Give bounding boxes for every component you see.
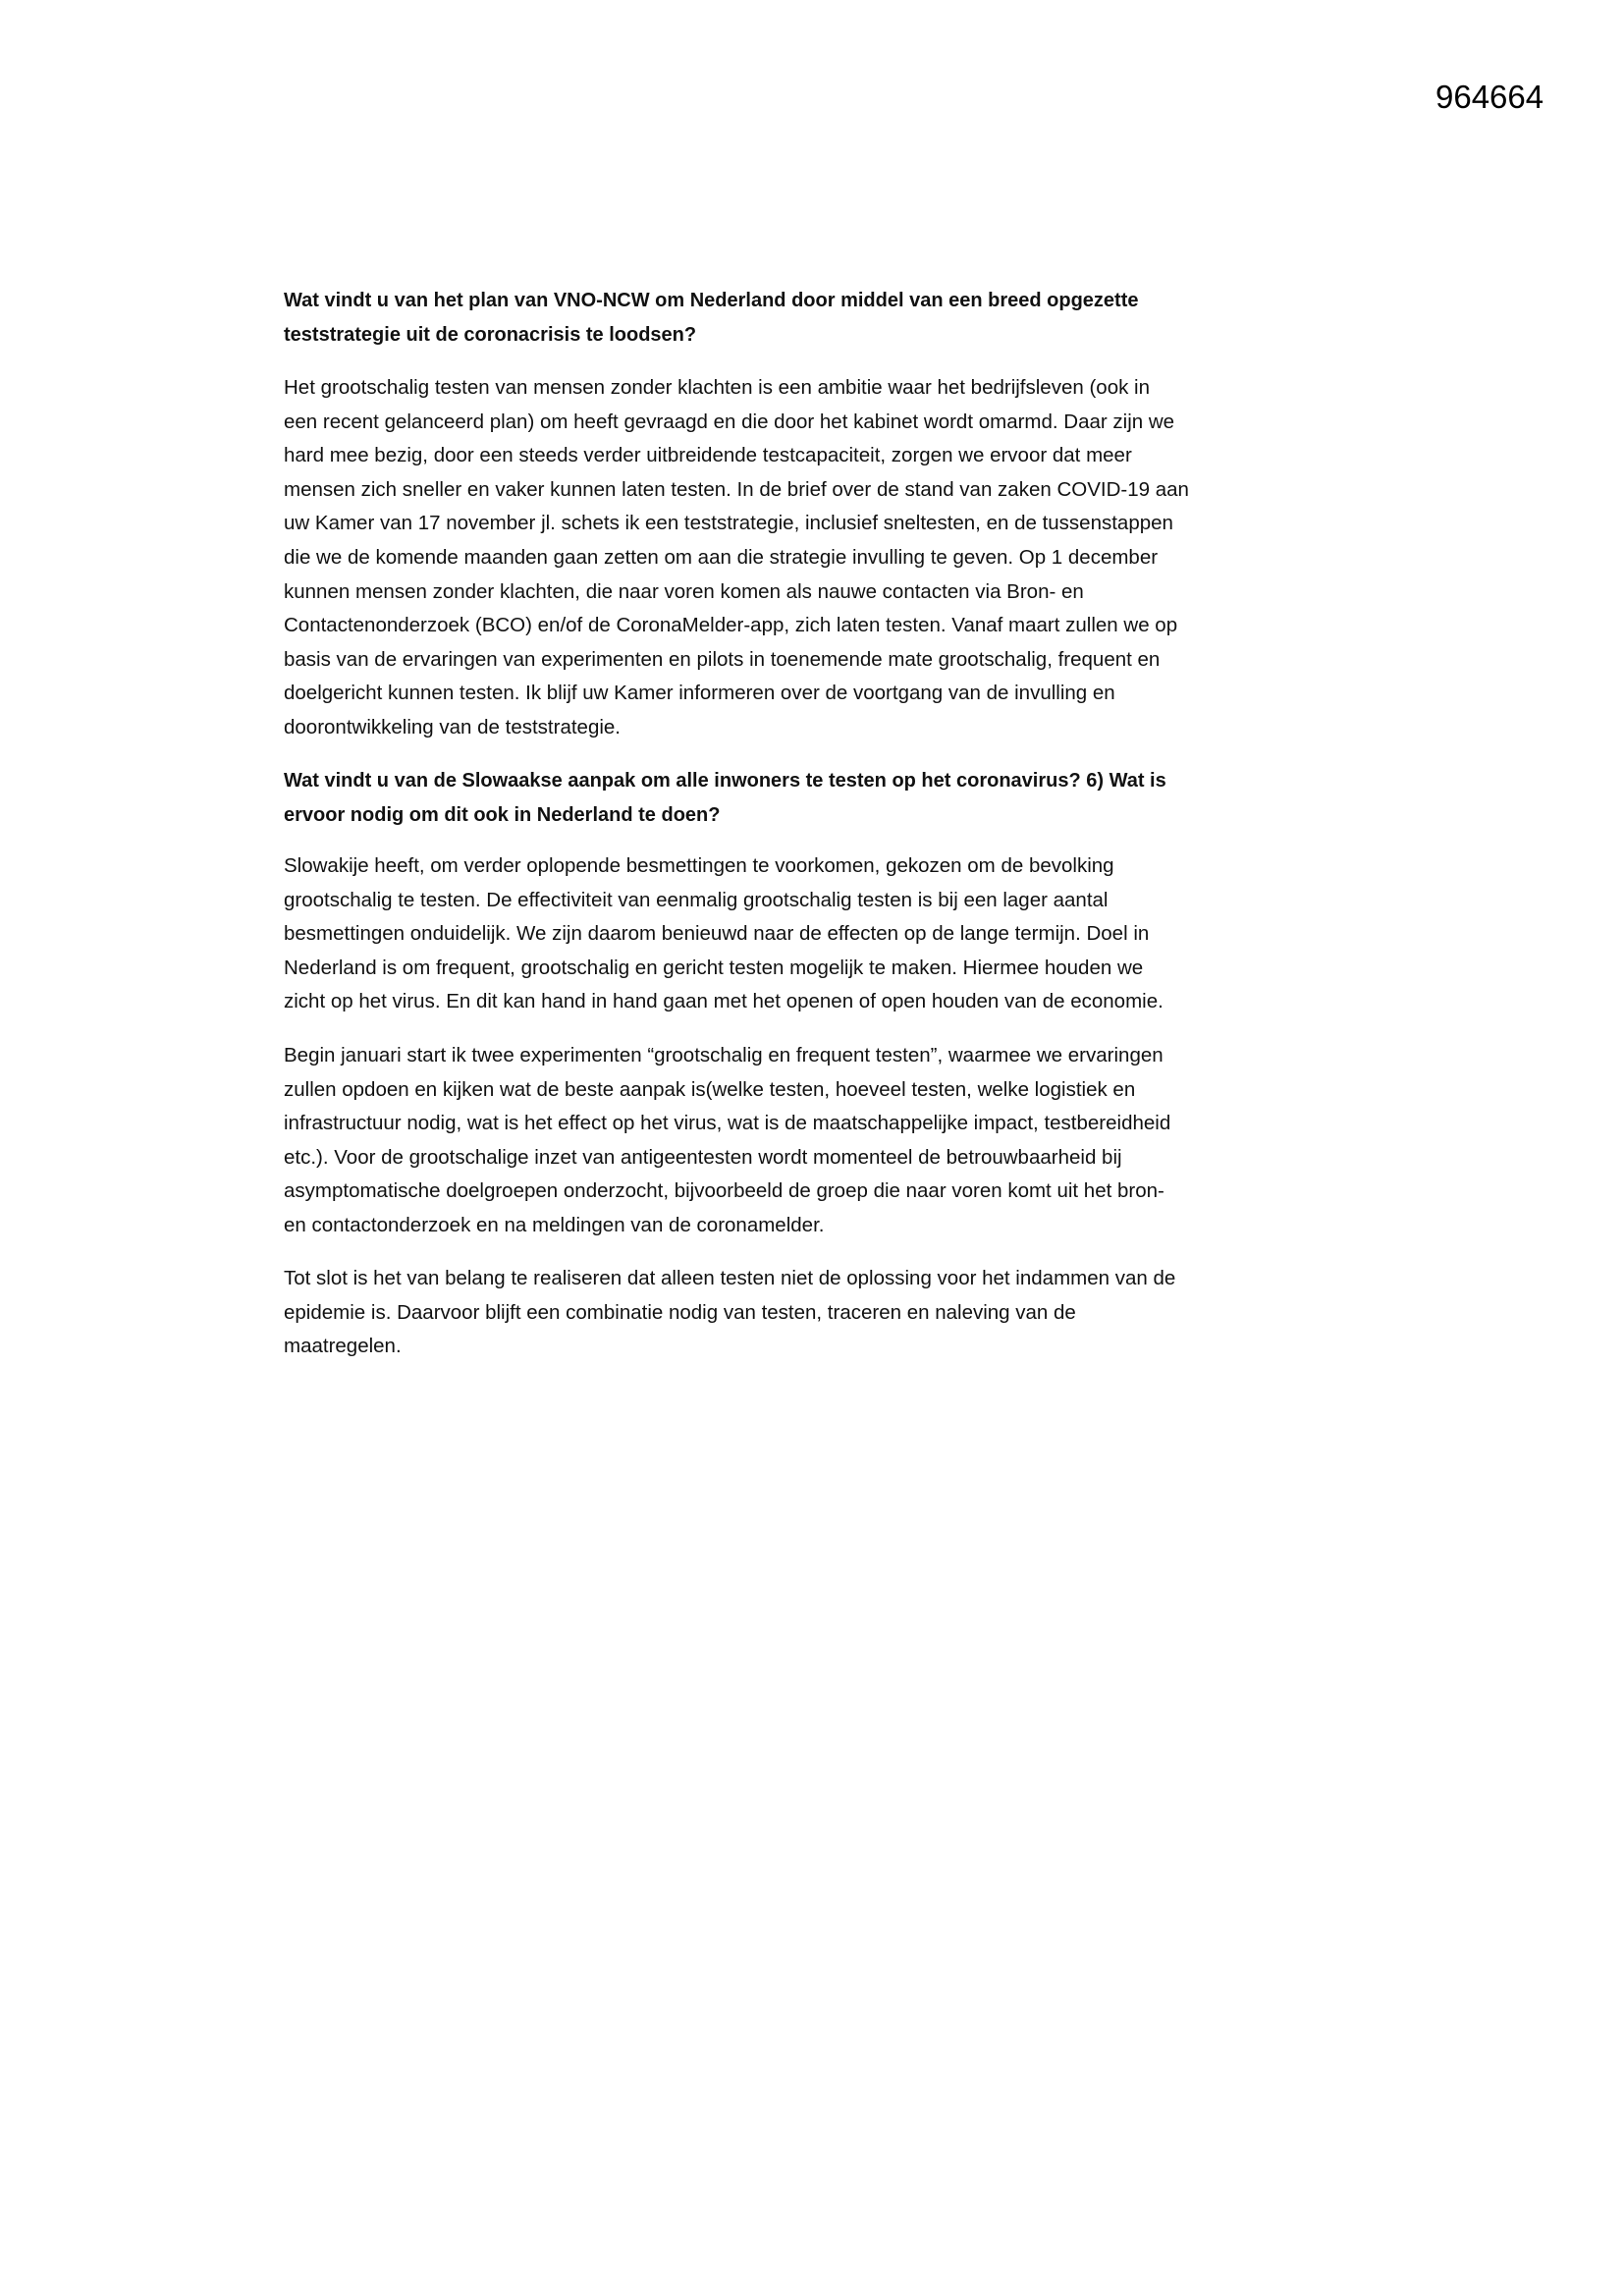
text-line: Wat vindt u van het plan van VNO-NCW om Nederland door middel van een breed opgezette [284, 290, 1139, 311]
text-line: infrastructuur nodig, wat is het effect op het virus, wat is de maatschappelijke impact, testbereidheid [284, 1112, 1171, 1135]
text-line: hard mee bezig, door een steeds verder uitbreidende testcapaciteit, zorgen we ervoor dat meer [284, 444, 1132, 467]
text-line: Het grootschalig testen van mensen zonder klachten is een ambitie waar het bedrijfsleven (ook in [284, 376, 1150, 399]
text-line: doelgericht kunnen testen. Ik blijf uw Kamer informeren over de voortgang van de invulling en [284, 682, 1115, 705]
text-line: Contactenonderzoek (BCO) en/of de CoronaMelder-app, zich laten testen. Vanaf maart zullen we op [284, 614, 1178, 637]
document-number: 964664 [1435, 79, 1544, 115]
text-line: een recent gelanceerd plan) om heeft gevraagd en die door het kabinet wordt omarmd. Daar zijn we [284, 410, 1175, 433]
text-line: maatregelen. [284, 1335, 402, 1358]
text-line: teststrategie uit de coronacrisis te loodsen? [284, 323, 697, 346]
text-line: etc.). Voor de grootschalige inzet van antigeentesten wordt momenteel de betrouwbaarheid bij [284, 1145, 1122, 1169]
text-line: Tot slot is het van belang te realiseren dat alleen testen niet de oplossing voor het indammen van de [284, 1267, 1176, 1289]
text-line: ervoor nodig om dit ook in Nederland te doen? [284, 803, 721, 826]
text-line: doorontwikkeling van de teststrategie. [284, 715, 622, 738]
question-1 [284, 284, 1138, 352]
question-2 [284, 764, 1166, 832]
text-line: grootschalig te testen. De effectiviteit van eenmalig grootschalig testen is bij een lager aantal [284, 888, 1109, 911]
text-line: uw Kamer van 17 november jl. schets ik een teststrategie, inclusief sneltesten, en de tussenstappen [284, 512, 1173, 535]
text-line: Begin januari start ik twee experimenten “grootschalig en frequent testen”, waarmee we ervaringen [284, 1044, 1164, 1066]
text-line: en contactonderzoek en na meldingen van de coronamelder. [284, 1213, 825, 1236]
text-line: zicht op het virus. En dit kan hand in hand gaan met het openen of open houden van de economie. [284, 990, 1164, 1013]
text-line: Slowakije heeft, om verder oplopende besmettingen te voorkomen, gekozen om de bevolking [284, 854, 1114, 877]
text-line: zullen opdoen en kijken wat de beste aanpak is(welke testen, hoeveel testen, welke logistiek en [284, 1077, 1136, 1101]
answer-1 [284, 371, 1189, 745]
text-line: Nederland is om frequent, grootschalig en gericht testen mogelijk te maken. Hiermee houden we [284, 956, 1144, 979]
answer-4 [284, 1262, 1175, 1364]
text-line: Wat vindt u van de Slowaakse aanpak om alle inwoners te testen op het coronavirus? 6) Wat is [284, 770, 1166, 792]
text-line: kunnen mensen zonder klachten, die naar voren komen als nauwe contacten via Bron- en [284, 579, 1084, 603]
text-line: epidemie is. Daarvoor blijft een combinatie nodig van testen, traceren en naleving van de [284, 1300, 1076, 1324]
answer-2 [284, 849, 1164, 1019]
text-line: mensen zich sneller en vaker kunnen laten testen. In de brief over de stand van zaken COVID-19 aan [284, 477, 1189, 501]
text-line: asymptomatische doelgroepen onderzocht, bijvoorbeeld de groep die naar voren komt uit het bron- [284, 1179, 1164, 1203]
text-line: besmettingen onduidelijk. We zijn daarom benieuwd naar de effecten op de lange termijn. Doel in [284, 922, 1150, 946]
answer-3 [284, 1039, 1170, 1243]
text-line: die we de komende maanden gaan zetten om aan die strategie invulling te geven. Op 1 december [284, 545, 1159, 569]
text-line: basis van de ervaringen van experimenten en pilots in toenemende mate grootschalig, frequent en [284, 647, 1161, 671]
